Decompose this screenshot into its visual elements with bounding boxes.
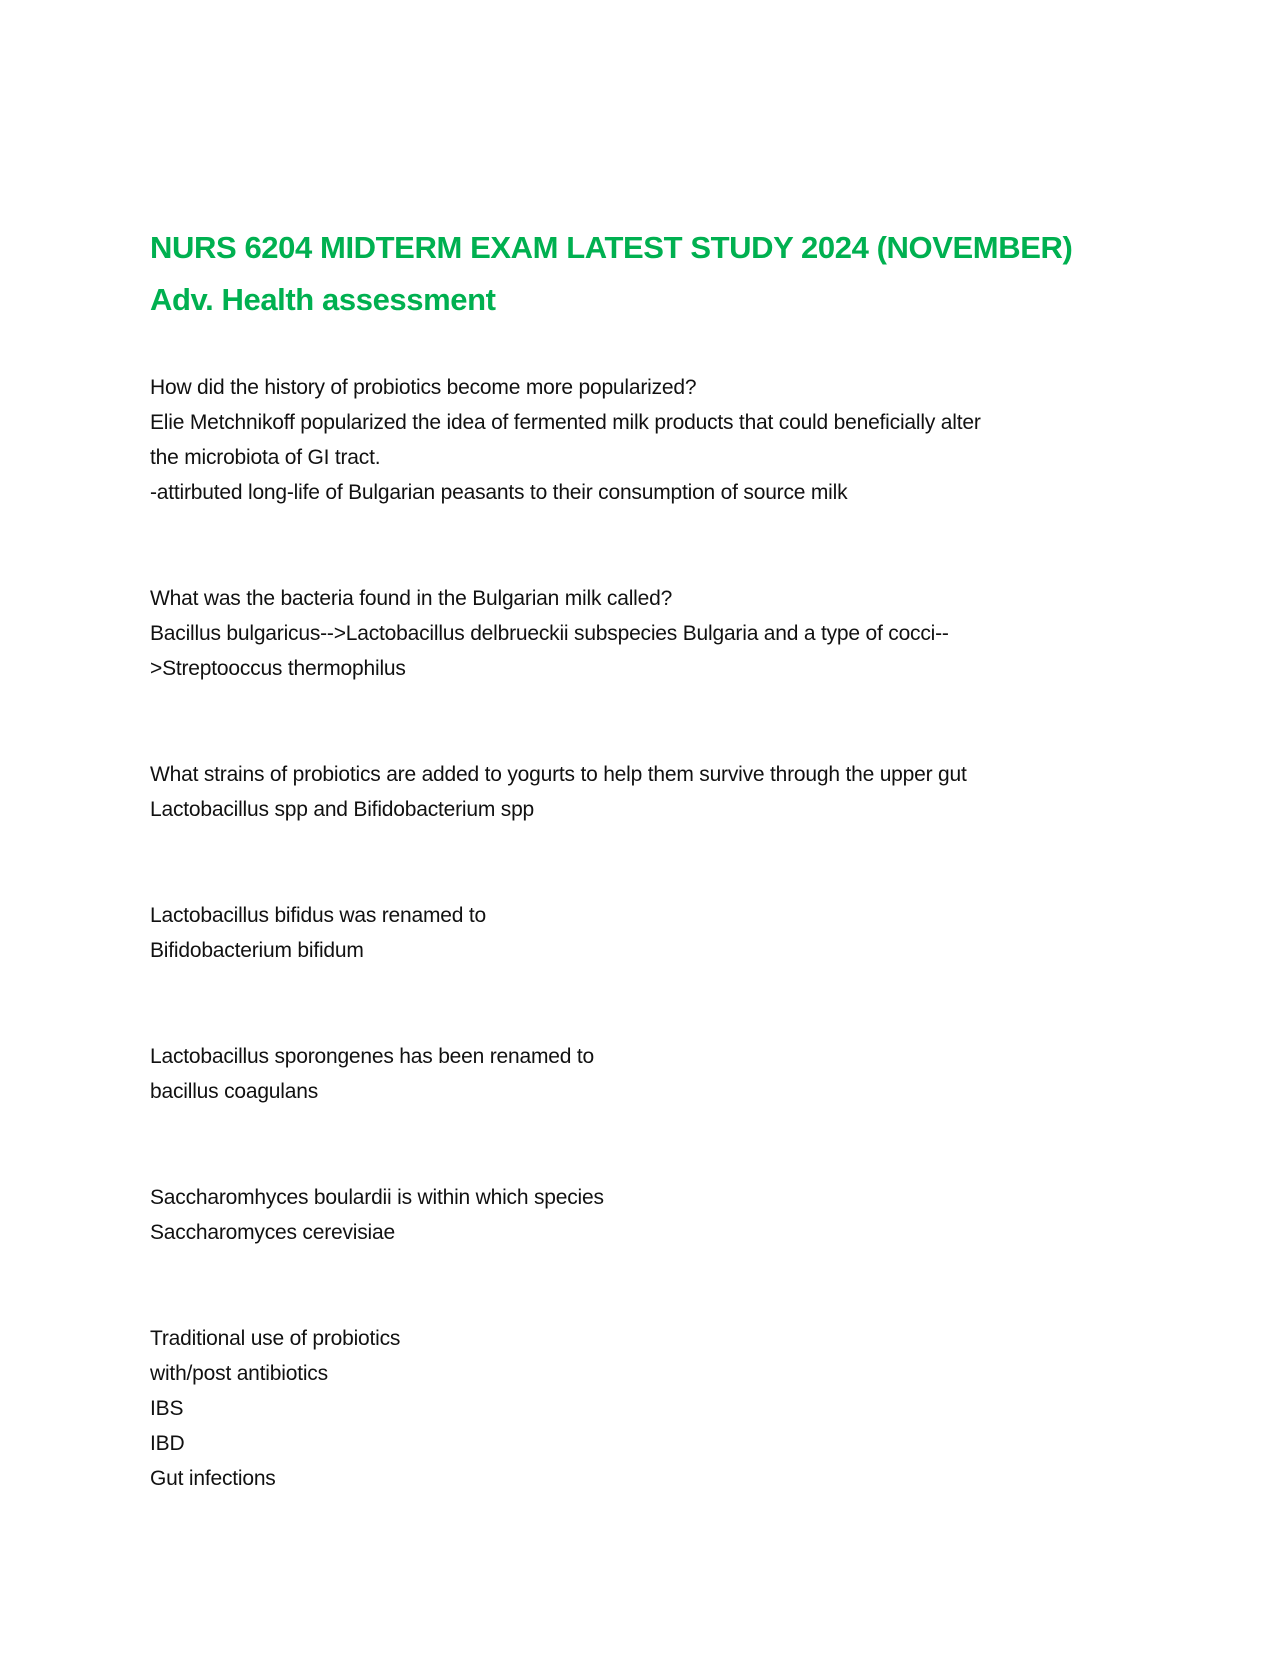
answer-text: Bacillus bulgaricus-->Lactobacillus delbrueckii subspecies Bulgaria and a type of cocci-- — [150, 622, 949, 645]
document-title-line-2: Adv. Health assessment — [150, 282, 496, 317]
qa-item-lactobacillus-bifidus — [150, 898, 1150, 968]
qa-item-history-of-probiotics — [150, 370, 1150, 510]
qa-item-yogurt-strains — [150, 757, 1150, 827]
question-text: Lactobacillus sporongenes has been renamed to — [150, 1045, 594, 1068]
answer-text: IBD — [150, 1432, 185, 1455]
answer-text: >Streptooccus thermophilus — [150, 657, 406, 680]
qa-item-traditional-use — [150, 1321, 1150, 1496]
qa-list — [150, 370, 1150, 1496]
question-text: How did the history of probiotics become more popularized? — [150, 376, 697, 399]
document-title — [150, 222, 1150, 326]
answer-text: Gut infections — [150, 1467, 276, 1490]
answer-text: Saccharomyces cerevisiae — [150, 1221, 395, 1244]
answer-text: Bifidobacterium bifidum — [150, 939, 364, 962]
answer-text: IBS — [150, 1397, 184, 1420]
document-content — [150, 222, 1150, 1496]
answer-text: with/post antibiotics — [150, 1362, 328, 1385]
question-text: What was the bacteria found in the Bulgarian milk called? — [150, 587, 673, 610]
answer-text: the microbiota of GI tract. — [150, 446, 381, 469]
document-title-line-1: NURS 6204 MIDTERM EXAM LATEST STUDY 2024 (NOVEMBER) — [150, 230, 1073, 265]
qa-item-bulgarian-milk-bacteria — [150, 581, 1150, 686]
question-text: Saccharomhyces boulardii is within which species — [150, 1186, 604, 1209]
question-text: Traditional use of probiotics — [150, 1327, 401, 1350]
answer-text: bacillus coagulans — [150, 1080, 319, 1103]
qa-item-lactobacillus-sporongenes — [150, 1039, 1150, 1109]
qa-item-saccharomyces-boulardii — [150, 1180, 1150, 1250]
question-text: Lactobacillus bifidus was renamed to — [150, 904, 486, 927]
answer-text: -attirbuted long-life of Bulgarian peasants to their consumption of source milk — [150, 481, 848, 504]
answer-text: Elie Metchnikoff popularized the idea of fermented milk products that could beneficially alter — [150, 411, 981, 434]
answer-text: Lactobacillus spp and Bifidobacterium spp — [150, 798, 535, 821]
question-text: What strains of probiotics are added to yogurts to help them survive through the upper gut — [150, 763, 967, 786]
